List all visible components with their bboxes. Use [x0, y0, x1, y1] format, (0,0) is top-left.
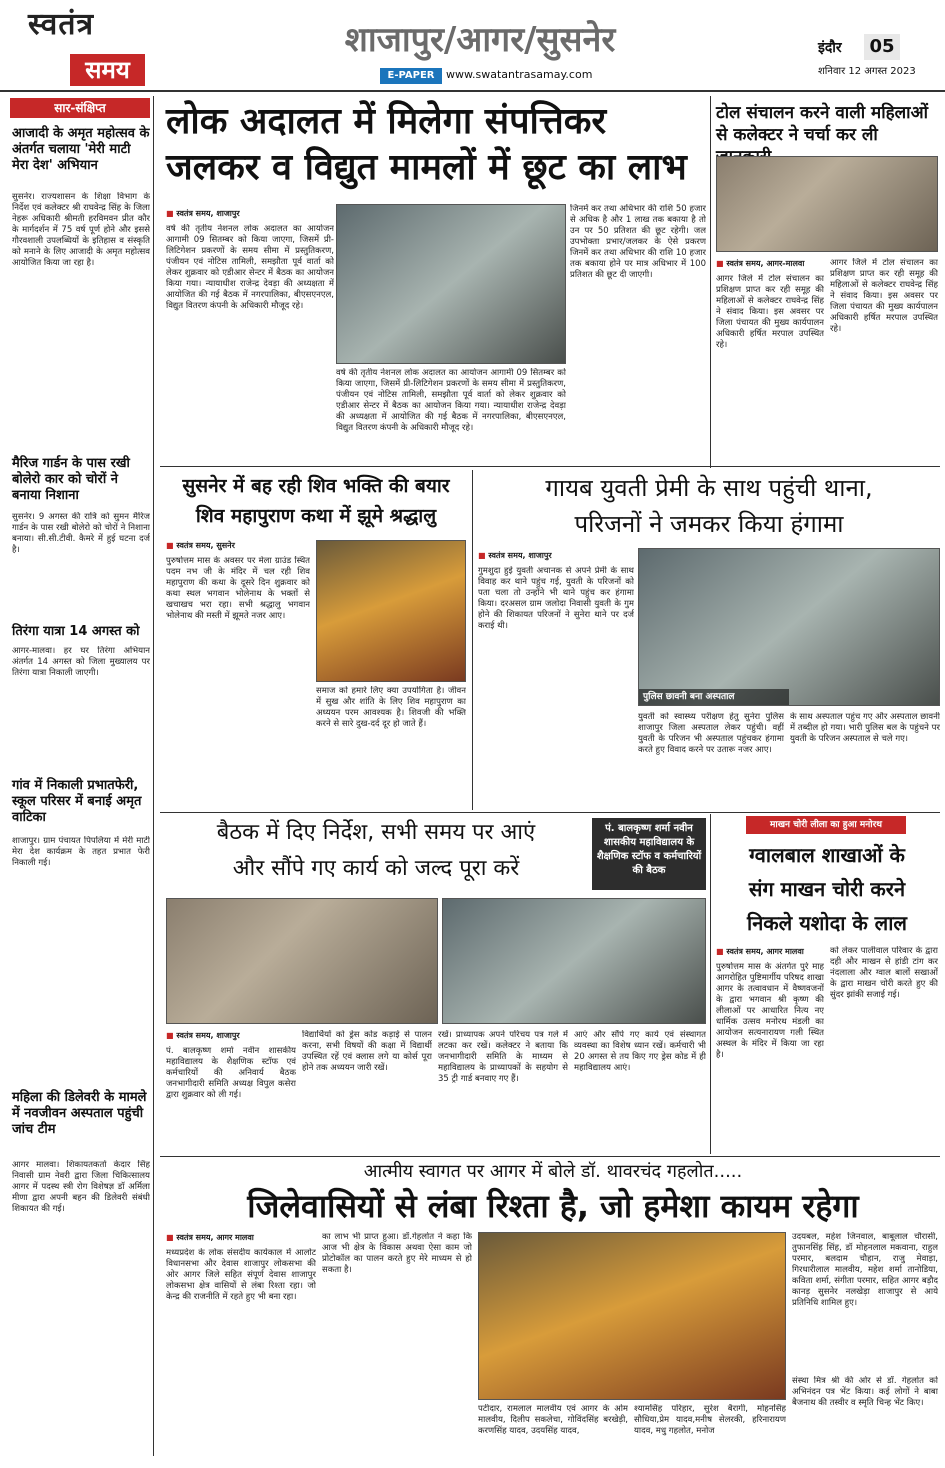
shiv-headline-line2: शिव महापुराण कथा में झूमे श्रद्धालु — [195, 505, 437, 527]
lead-headline-line2: जलकर व विद्युत मामलों में छूट का लाभ — [166, 147, 687, 188]
makhan-headline-line3: निकले यशोदा के लाल — [747, 911, 907, 935]
shiv-byline: ■ स्वतंत्र समय, सुसनेर — [166, 540, 306, 552]
missing-photo — [638, 548, 940, 706]
logo-bottom: समय — [70, 54, 145, 86]
gehlot-text-3: उदयबल, महेश जिनवाल, बाबूलाल चौरासी, तुफानसिंह सिंह, डॉ मोहनलाल मकवाना, राहुल परमार, बलदाम चौहान, राजु मेवाड़ा, गिरधारीलाल मालवीय, महेश शर्मा तानोडिया, कविता शर्मा, संगीता परमार, सहित आगर बड़ौद कानड़ सुसनेर नलखेड़ा शाजापुर से आये प्रतिनिधि शामिल हुए। — [792, 1232, 938, 1308]
lead-text-2: जिनमें कर तथा अधिभार की राशि 50 हजार से अधिक है और 1 लाख तक बकाया है तो उन पर 50 प्रतिशत की छूट रहेगी। जल उपभोक्ता प्रभार/जलकर के ऐसे प्रकरण जिनमें कर तथा अधिभार की राशि 10 हजार तक बकाया होने पर मात्र अधिभार में 100 प्रतिशत की छूट दी जाएगी। — [570, 204, 706, 280]
page-number: 05 — [864, 34, 900, 60]
meeting-headline-line1: बैठक में दिए निर्देश, सभी समय पर आएं — [216, 820, 536, 845]
makhan-text: पुरुषोत्तम मास के अंतर्गत पुरे माह आगरोहित पुष्टिमार्गीय परिषद शाखा आगर के तत्वावधान में वैष्णवजनों के द्वारा भगवान श्री कृष्ण की लीलाओं पर आधारित नित्य नए धार्मिक उत्सव मनोरथ मंडली का आयोजन सत्यनारायण गली स्थित अस्थल के मंदिर में किया जा रहा है। — [716, 962, 824, 1060]
gehlot-text-4: संस्था मित्र श्री की ओर से डॉ. गेहलोत को अभिनंदन पत्र भेंट किया। कई लोगों ने बाबा बैजनाथ की तस्वीर व स्मृति चिन्ह भेंट किए। — [792, 1376, 938, 1408]
sidebar-item-2-title: मैरिज गार्डन के पास रखी बोलेरो कार को चोरों ने बनाया निशाना — [12, 456, 130, 503]
shiv-headline-line1: सुसनेर में बह रही शिव भक्ति की बयार — [182, 475, 450, 497]
shiv-text: पुरुषोत्तम मास के अवसर पर मेला ग्राउंड स्थित पदम नभ जी के मंदिर में चल रही शिव महापुराण की कथा के दूसरे दिन शुक्रवार को कथा स्थल भगवान भोलेनाथ के भक्तों से खचाखच भरा रहा। सभी श्रद्धालु भगवान भोलेनाथ की मस्ती में झूमते नजर आए। — [166, 556, 310, 621]
city-name: इंदौर — [818, 40, 842, 56]
masthead — [0, 0, 945, 92]
column-divider — [710, 96, 711, 468]
toll-text-2: आगर जिले में टोल संचालन का प्रशिक्षण प्राप्त कर रही समूह की महिलाओं से कलेक्टर राघवेन्द्र सिंह ने संवाद किया। इस अवसर पर जिला पंचायत की मुख्य कार्यपालन अधिकारी हर्षित मरपाल उपस्थित रहे। — [830, 258, 938, 334]
meeting-photo-2 — [442, 898, 706, 1024]
toll-photo — [716, 156, 938, 252]
missing-text: गुमशुदा हुई युवती अचानक से अपने प्रेमी के साथ विवाह कर थाने पहुंच गई, युवती के परिजनों को पता चला तो उन्होंने भी थाने पहुंच कर हंगामा किया। दरअसल ग्राम जलोदा निवासी युवती के गुम होने की शिकायत परिजनों ने सुनेरा थाने पर दर्ज कराई थी। — [478, 566, 634, 631]
row-divider — [160, 812, 940, 813]
sidebar-item-1-text: सुसनेर। राज्यशासन के शिक्षा विभाग के निर्देश एवं कलेक्टर श्री राघवेन्द्र सिंह के जिला नेहरू अधिकारी श्रीमती हरविमवन प्रीत कौर के मार्गदर्शन में 75 वर्ष पूर्ण होने और इससे गौरवशाली उपलब्धियों के इतिहास व संस्कृति को मनाने के लिए आजादी के अमृत महोत्सव आयोजित किया जा रहा है। — [12, 192, 150, 268]
lead-photo — [336, 204, 566, 364]
lead-headline-line1: लोक अदालत में मिलेगा संपत्तिकर — [166, 101, 607, 142]
meeting-text-3: रखें। प्राध्यापक अपने परिचय पत्र गले में लटका कर रखें। कलेक्टर ने बताया कि जनभागीदारी समिति के माध्यम से महाविद्यालय के प्राध्यापकों के सहयोग से 35 ट्री गार्ड बनवाए गए हैं। — [438, 1030, 568, 1084]
column-divider — [153, 96, 154, 1456]
toll-text: आगर जिले में टोल संचालन का प्रशिक्षण प्राप्त कर रही समूह की महिलाओं से कलेक्टर राघवेन्द्र सिंह ने संवाद किया। इस अवसर पर जिला पंचायत की मुख्य कार्यपालन अधिकारी हर्षित मरपाल उपस्थित रहे। — [716, 274, 824, 350]
row-divider — [160, 466, 940, 467]
missing-text-3: के साथ अस्पताल पहुंच गए और अस्पताल छावनी में तब्दील हो गया। भारी पुलिस बल के पहुंचने पर युवती के परिजन अस्पताल से चले गए। — [790, 712, 940, 744]
makhan-text-2: को लेकर पालीवाल परिवार के द्वारा दही और माखन से हांडी टांग कर नंदलाला और ग्वाल बालों सखाओं के द्वारा माखन चोरी करते हुए की सुंदर झांकी सजाई गई। — [830, 946, 938, 1000]
edition-title: शाजापुर/आगर/सुसनेर — [344, 20, 616, 60]
missing-headline-line1: गायब युवती प्रेमी के साथ पहुंची थाना, — [545, 474, 873, 502]
lead-text-photo-below: वर्ष की तृतीय नेशनल लोक अदालत का आयोजन आगामी 09 सितम्बर को किया जाएगा, जिसमें प्री-लिटिगेशन प्रकरणों के समय सीमा में प्रस्तुतिकरण, पंजीयन एवं नोटिस तामिली, समझौता पूर्व वार्ता को लेकर शुक्रवार को एडीआर सेन्टर में बैठक का आयोजन किया गया। न्यायाधीश राजेन्द्र देवड़ा की अध्यक्षता में आयोजित की गई बैठक में नगरपालिका, बीएसएनएल, विद्युत वितरण कंपनी के अधिकारी मौजूद रहे। — [336, 368, 566, 433]
shiv-photo — [316, 540, 466, 682]
gehlot-text: मध्यप्रदेश के लोक संसदीय कार्यकाल में आलोट विधानसभा और देवास शाजापुर लोकसभा की ओर आगर जिले सहित संपूर्ण देवास शाजापुर लोकसभा क्षेत्र वासियों से लंबा रिश्ता रहा। जो केन्द्र की राजनीति में रहते हुए भी बना रहा। — [166, 1248, 316, 1302]
epaper-badge: E-PAPER — [380, 68, 442, 84]
makhan-byline: ■ स्वतंत्र समय, आगर मालवा — [716, 946, 856, 958]
row-divider — [160, 1156, 940, 1157]
makhan-headline-line1: ग्वालबाल शाखाओं के — [749, 843, 905, 867]
missing-text-2: युवती को स्वास्थ्य परीक्षण हेतु सुनेरा पुलिस शाजापुर जिला अस्पताल लेकर पहुंची। वहीं युवती के परिजन भी अस्पताल पहुंचकर हंगामा करते हुए विवाद करने पर उतारू नजर आए। — [638, 712, 784, 755]
meeting-text-4: आएं और सौंपे गए कार्य एवं संस्थागत व्यवस्था का विशेष ध्यान रखें। कर्मचारी भी 20 अगस्त से तय किए गए ड्रेस कोड में ही महाविद्यालय आएं। — [574, 1030, 706, 1073]
sidebar-item-2-text: सुसनेर। 9 अगस्त की रात्रि को सुमन मैरिज गार्डन के पास रखी बोलेरो को चोरों ने निशाना बनाया। सी.सी.टीवी. कैमरे में हुई घटना दर्ज है। — [12, 512, 150, 555]
missing-headline-line2: परिजनों ने जमकर किया हंगामा — [574, 510, 844, 538]
meeting-byline: ■ स्वतंत्र समय, शाजापुर — [166, 1030, 306, 1042]
gehlot-photo-caption-2: श्यामसिंह परिहार, सुरेश बैरागी, मोहनसिंह सौधिया,प्रेम यादव,मनीष सेलरकी, हरिनारायण यादव, मधु गहलोत, मनोज — [634, 1404, 786, 1436]
sidebar-item-4-text: शाजापुर। ग्राम पंचायत पिपलिया में मेरी माटी मेरा देश कार्यक्रम के तहत प्रभात फेरी निकाली गई। — [12, 836, 150, 868]
shiv-text-2: समाज को हमारे लिए क्या उपयोगिता है। जीवन में सुख और शांति के लिए शिव महापुराण का अध्ययन परम आवश्यक है। शिवजी की भक्ति करने से सारे दुख-दर्द दूर हो जाते हैं। — [316, 686, 466, 729]
meeting-photo-1 — [166, 898, 438, 1024]
sidebar-item-4-title: गांव में निकाली प्रभातफेरी, स्कूल परिसर में बनाई अमृत वाटिका — [12, 778, 142, 825]
gehlot-kicker: आत्मीय स्वागत पर आगर में बोले डॉ. थावरचंद गहलोत..... — [363, 1161, 743, 1182]
meeting-box-head: पं. बालकृष्ण शर्मा नवीन शासकीय महाविद्यालय के शैक्षणिक स्टॉफ व कर्मचारियों की बैठक — [592, 818, 706, 890]
logo-top: स्वतंत्र — [28, 7, 95, 42]
issue-date: शनिवार 12 अगस्त 2023 — [818, 66, 916, 77]
makhan-tag: माखन चोरी लीला का हुआ मनोरथ — [746, 816, 906, 834]
gehlot-text-2: का लाभ भी प्राप्त हुआ। डॉ.गेहलोत ने कहा कि आज भी क्षेत्र के विकास अथवा ऐसा काम जो प्रोटोकॉल का पालन करते हुए मेरे माध्यम से हो सकता है। — [322, 1232, 472, 1275]
sidebar-item-3-title: तिरंगा यात्रा 14 अगस्त को — [12, 624, 140, 639]
sidebar-header: सार-संक्षिप्त — [10, 98, 150, 118]
lead-text: वर्ष की तृतीय नेशनल लोक अदालत का आयोजन आगामी 09 सितम्बर को किया जाएगा, जिसमें प्री-लिटिगेशन प्रकरणों के समय सीमा में प्रस्तुतिकरण, पंजीयन एवं नोटिस तामिली, समझौता पूर्व वार्ता को लेकर शुक्रवार को एडीआर सेन्टर में बैठक का आयोजन किया गया। न्यायाधीश राजेन्द्र देवड़ा की अध्यक्षता में आयोजित की गई बैठक में नगरपालिका, बीएसएनएल, विद्युत वितरण कंपनी के अधिकारी मौजूद रहे। — [166, 224, 334, 311]
gehlot-headline: जिलेवासियों से लंबा रिश्ता है, जो हमेशा कायम रहेगा — [247, 1187, 859, 1225]
meeting-text-2: विद्यार्थियों को ड्रेस कोड कड़ाई से पालन करना, सभी विषयों की कक्षा में विद्यार्थी उपस्थित रहें एवं क्लास लगे या कोर्स पूरा होने तक अध्ययन जारी रखें। — [302, 1030, 432, 1073]
makhan-headline-line2: संग माखन चोरी करने — [748, 877, 906, 901]
gehlot-photo-caption-1: पटीदार, रामलाल मालवीय एवं आगर के ओम मालवीय, दिलीप सकलेचा, गोविंदसिंह बरखेड़ी, करणसिंह यादव, उदयसिंह यादव, — [478, 1404, 628, 1436]
sidebar-item-5-title: महिला की डिलेवरी के मामले में नवजीवन अस्पताल पहुंची जांच टीम — [12, 1090, 147, 1137]
meeting-headline-line2: और सौंपे गए कार्य को जल्द पूरा करें — [232, 856, 520, 881]
toll-headline: टोल संचालन करने वाली महिलाओं से कलेक्टर ने चर्चा कर ली — [716, 103, 928, 145]
gehlot-byline: ■ स्वतंत्र समय, आगर मालवा — [166, 1232, 316, 1244]
gehlot-photo — [478, 1232, 786, 1400]
sidebar-item-5-text: आगर मालवा। शिकायतकर्ता केदार सिंह निवासी ग्राम नेवरी द्वारा जिला चिकित्सालय आगर में पदस्थ स्त्री रोग विशेषज्ञ डॉ अर्मिला मीणा द्वारा अपनी बहन की डिलेवरी संबंधी शिकायत की गई। — [12, 1160, 150, 1214]
sidebar-item-1-title: आजादी के अमृत महोत्सव के अंतर्गत चलाया 'मेरी माटी मेरा देश' अभियान — [12, 126, 150, 173]
missing-byline: ■ स्वतंत्र समय, शाजापुर — [478, 550, 618, 562]
toll-byline: ■ स्वतंत्र समय, आगर-मालवा — [716, 258, 856, 270]
sidebar-item-3-text: आगर-मालवा। हर घर तिरंगा अभियान अंतर्गत 14 अगस्त को जिला मुख्यालय पर तिरंगा यात्रा निकाली जाएगी। — [12, 646, 150, 678]
column-divider — [472, 470, 473, 810]
missing-photo-caption: पुलिस छावनी बना अस्पताल — [639, 689, 789, 705]
column-divider — [710, 814, 711, 1154]
lead-byline: ■ स्वतंत्र समय, शाजापुर — [166, 208, 336, 220]
site-url[interactable]: www.swatantrasamay.com — [446, 68, 593, 81]
meeting-text: पं. बालकृष्ण शर्मा नवीन शासकीय महाविद्यालय के शैक्षणिक स्टॉफ एवं कर्मचारियों की अनिवार्य बैठक जनभागीदारी समिति अध्यक्ष विपुल कसेरा द्वारा शुक्रवार को ली गई। — [166, 1046, 296, 1100]
